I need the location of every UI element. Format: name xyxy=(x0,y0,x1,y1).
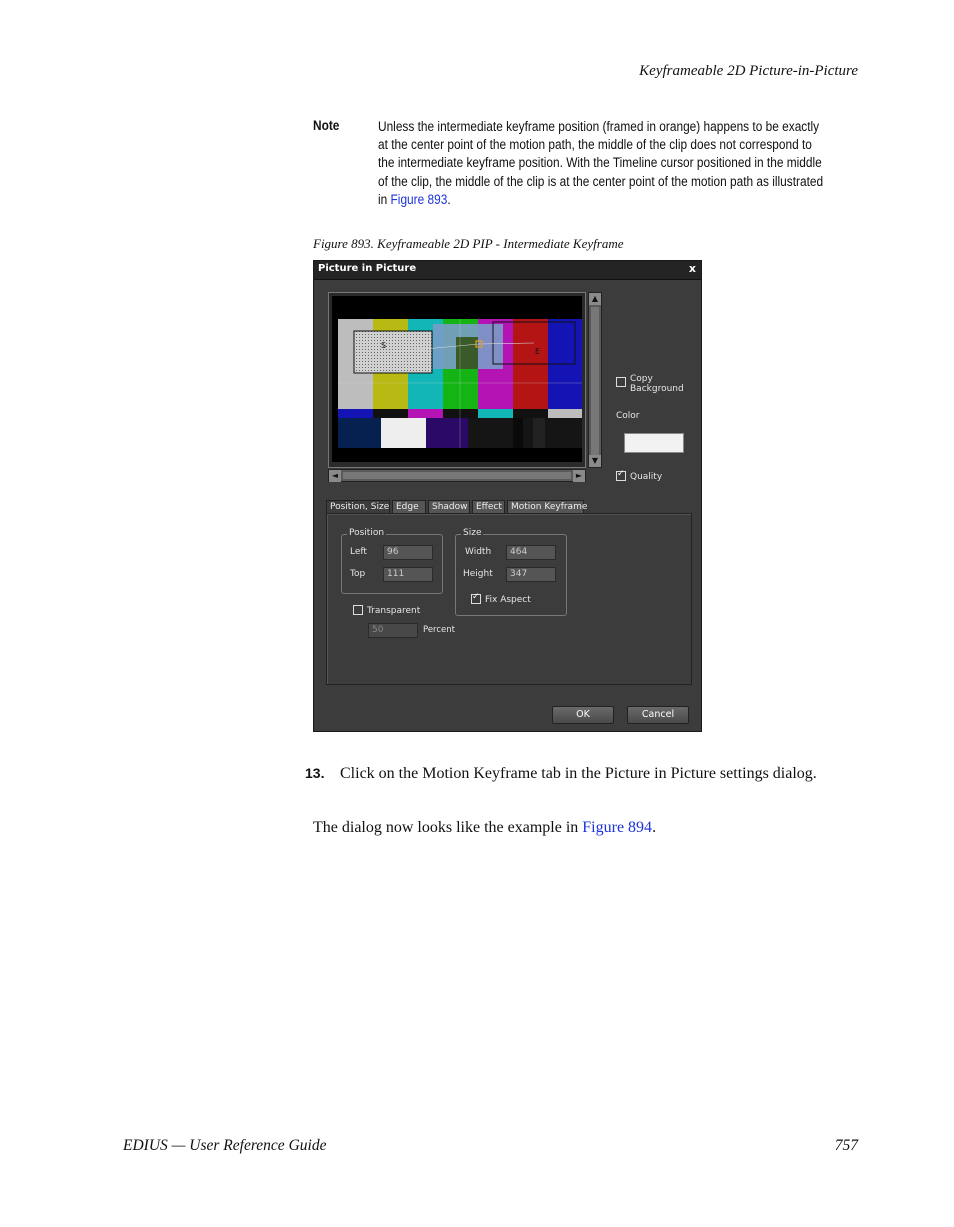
footer-title: EDIUS — User Reference Guide xyxy=(123,1137,327,1154)
percent-label: Percent xyxy=(423,625,455,635)
position-group-title: Position xyxy=(349,528,385,538)
transparent-label: Transparent xyxy=(367,606,421,616)
color-label: Color xyxy=(616,411,640,421)
step-text: Click on the Motion Keyframe tab in the Picture in Picture settings dialog. xyxy=(340,765,817,782)
figure-caption: Figure 893. Keyframeable 2D PIP - Intermediate Keyframe xyxy=(313,236,624,251)
width-field[interactable]: 464 xyxy=(506,545,556,560)
picture-in-picture-dialog xyxy=(313,260,702,732)
width-label: Width xyxy=(465,547,492,557)
scroll-thumb-horizontal[interactable] xyxy=(343,472,571,479)
start-marker: S xyxy=(381,341,387,350)
color-swatch[interactable] xyxy=(624,433,684,453)
preview-horizontal-scrollbar[interactable] xyxy=(328,469,586,482)
left-field[interactable]: 96 xyxy=(383,545,433,560)
tab-effect[interactable]: Effect xyxy=(472,500,505,514)
tab-panel xyxy=(326,513,692,685)
top-field[interactable]: 111 xyxy=(383,567,433,582)
left-label: Left xyxy=(350,547,367,557)
checkmark-icon: ✓ xyxy=(472,592,480,602)
note-label: Note xyxy=(313,118,340,133)
quality-checkbox[interactable] xyxy=(616,471,626,481)
note-text xyxy=(378,118,827,209)
fix-aspect-label: Fix Aspect xyxy=(485,595,531,605)
tab-edge[interactable]: Edge xyxy=(392,500,426,514)
running-header: Keyframeable 2D Picture-in-Picture xyxy=(639,63,858,79)
end-marker: E xyxy=(535,347,541,356)
preview-frame xyxy=(328,292,586,468)
quality-label: Quality xyxy=(630,472,663,482)
checkmark-icon: ✓ xyxy=(617,469,625,479)
scroll-left-icon[interactable]: ◄ xyxy=(329,470,341,482)
scroll-right-icon[interactable]: ► xyxy=(573,470,585,482)
cancel-button[interactable]: Cancel xyxy=(627,706,689,724)
page-number: 757 xyxy=(834,1137,858,1154)
close-icon[interactable]: x xyxy=(688,262,696,275)
percent-field[interactable]: 50 xyxy=(368,623,418,638)
paragraph-end: . xyxy=(652,819,657,836)
preview-canvas[interactable] xyxy=(332,296,582,462)
scroll-down-icon[interactable]: ▼ xyxy=(589,455,601,467)
tab-motion-keyframe[interactable]: Motion Keyframe xyxy=(507,500,584,514)
copy-background-checkbox[interactable] xyxy=(616,377,626,387)
paragraph xyxy=(313,819,656,837)
transparent-checkbox[interactable] xyxy=(353,605,363,615)
size-group-title: Size xyxy=(463,528,482,538)
scroll-thumb[interactable] xyxy=(591,307,599,455)
ok-button[interactable]: OK xyxy=(552,706,614,724)
step-number: 13. xyxy=(305,765,325,781)
figure-894-link[interactable]: Figure 894 xyxy=(582,819,653,836)
dialog-titlebar xyxy=(314,261,701,280)
size-group xyxy=(455,528,567,616)
color-bars-image xyxy=(338,319,582,448)
dialog-title: Picture in Picture xyxy=(318,263,417,274)
height-field[interactable]: 347 xyxy=(506,567,556,582)
preview-vertical-scrollbar[interactable] xyxy=(588,292,602,468)
figure-893-link[interactable]: Figure 893 xyxy=(390,191,448,207)
scroll-up-icon[interactable]: ▲ xyxy=(589,293,601,305)
tab-position-size[interactable]: Position, Size xyxy=(326,500,390,515)
note-text-end: . xyxy=(447,191,451,207)
position-group xyxy=(341,528,443,594)
top-label: Top xyxy=(350,569,366,579)
fix-aspect-checkbox[interactable] xyxy=(471,594,481,604)
height-label: Height xyxy=(463,569,493,579)
paragraph-text: The dialog now looks like the example in xyxy=(313,819,583,836)
tab-shadow[interactable]: Shadow xyxy=(428,500,470,514)
note-text-body: Unless the intermediate keyframe position (framed in orange) happens to be exactly at the center point of the motion path, the middle of the clip does not correspond to the intermediate keyframe position. With the Timeline cursor positioned in the middle of the clip, the middle of the clip is at the center point of the motion path as illustrated in xyxy=(378,119,824,207)
copy-background-label: Copy Background xyxy=(630,374,684,394)
